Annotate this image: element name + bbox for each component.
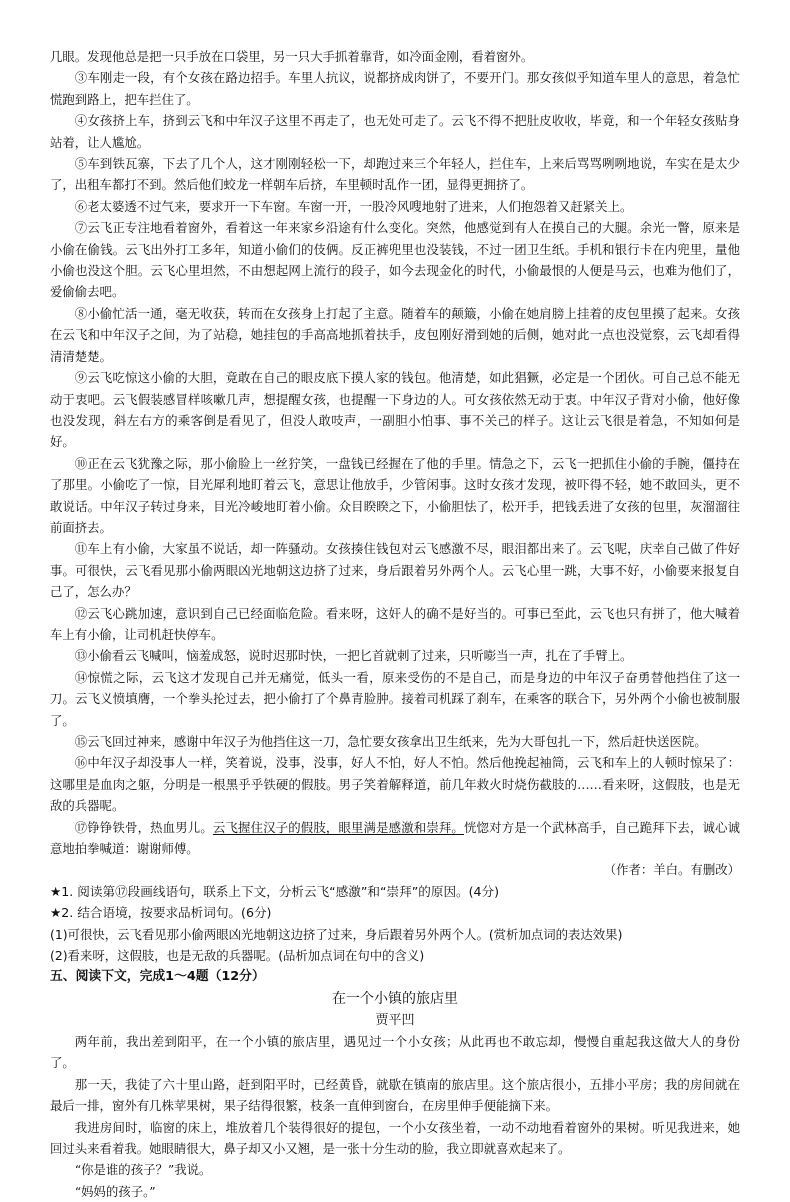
text-run: ⑪车上有小偷，大家虽不说话，却一阵骚动。女孩揍住钱包对云飞感激不尽，眼泪都出来了。云飞呢，庆幸自己做了件好事。可 [50,541,740,578]
story-paragraph-9: ⑨云飞吃惊这小偷的大胆，竟敢在自己的眼皮底下摸人家的钱包。他清楚，如此猖獗，必定是一个团伙。可自己总不能无动于衷吧。云飞假装感冒样咳嗽几声，想提醒女孩，也提醒一下身边的人。可女孩依然无动于衷。中年汉子背对小偷，他好像也没发现，斜左右方的乘客倒是看见了，但没人敢吱声，一副胆小怕事、事不关己的样子。这让云飞很是着急，不知如何是好。 [50,370,740,450]
story-paragraph-17 [50,817,740,860]
question-2-part-2: (2)看来呀，这假肢，也是无敌的兵器呢。(品析加点词在句中的含义) [50,948,425,964]
article-paragraph-1: 两年前，我出差到阳平，在一个小镇的旅店里，遇见过一个小女孩；从此再也不敢忘却，慢慢自重起我这做大人的身份了。 [50,1033,740,1071]
section-five [50,966,740,1202]
story-paragraph-14: ⑭惊慌之际，云飞这才发现自己并无痛觉，低头一看，原来受伤的不是自己，而是身边的中年汉子奋勇替他挡住了这一刀。云飞义愤填膺，一个拳头抡过去，把小偷打了个鼻青脸肿。接着司机踩了刹车，在乘客的联合下，另外两个小偷也被制服了。 [50,669,740,728]
story-paragraph-10: ⑩正在云飞犹豫之际，那小偷脸上一丝狞笑，一盘钱已经握在了他的手里。情急之下，云飞一把抓住小偷的手腕，僵持在了那里。小偷吃了一惊，目光犀利地盯着云飞，意思让他放手，少管闲事。这时女孩才发现，被吓得不轻，她不敢回头，更不敢说话。中年汉子转过身来，目光冷峻地盯着小偷。众目睽睽之下，小偷胆怯了，松开手，把钱丢进了女孩的包里，灰溜溜往前面挤去。 [50,455,740,535]
article-author: 贾平凹 [375,1012,415,1028]
article-title: 在一个小镇的旅店里 [332,990,458,1007]
questions-block [50,881,740,967]
question-1: ★1. 阅读第⑰段画线语句，联系上下文，分析云飞“感激”和“崇拜”的原因。(4分) [50,883,500,899]
story-paragraph-8: ⑧小偷忙活一通，毫无收获，转而在女孩身上打起了主意。随着车的颠簸，小偷在她肩膀上挂着的皮包里摸了起来。女孩在云飞和中年汉子之间，为了站稳，她挂包的手高高地抓着扶手，皮包刚好滑到她的后侧，她对此一点也没觉察，云飞却看得清清楚楚。 [50,305,740,364]
story-paragraph-7: ⑦云飞正专注地看着窗外，看着这一年来家乡沿途有什么变化。突然，他感觉到有人在摸自己的大腿。余光一瞥，原来是小偷在偷钱。云飞出外打工多年，知道小偷们的伎俩。反正裤兜里也没装钱，不过一团卫生纸。手机和银行卡在内兜里，量他小偷也没这个胆。云飞心里坦然，不由想起网上流行的段子，如今去现金化的时代，小偷最恨的人便是马云，也难为他们了，爱偷偷去吧。 [50,220,740,300]
text-run: 假肢，也是无敌的兵器呢。 [50,776,741,814]
story-paragraph-5: ⑤车到铁瓦寨，下去了几个人，这才刚刚轻松一下，却跑过来三个年轻人，拦住车，上来后骂骂咧咧地说，车实在是太少了，出租车都打不到。然后他们蛟龙一样朝车后挤，车里顿时乱作一团，显得更拥挤了。 [50,156,740,193]
story-paragraph-13: ⑬小偷看云飞喊叫，恼羞成怒，说时迟那时快，一把匕首就刺了过来，只听嘭当一声，扎在了手臂上。 [74,648,633,664]
question-2-part-1: (1)可很快，云飞看见那小偷两眼凶光地朝这边挤了过来，身后跟着另外两个人。(赏析加点词的表达效果) [50,926,623,942]
story-paragraph-3: ③车刚走一段，有个女孩在路边招手。车里人抗议，说都挤成肉饼了，不要开门。那女孩似乎知道车里人的意思，着急忙慌跑到路上，把车拦住了。 [50,70,740,107]
section-heading: 五、阅读下文，完成1～4题（12分） [50,969,265,985]
dialogue-line-1: “你是谁的孩子？”我说。 [74,1162,212,1178]
story-body [50,46,740,881]
dotted-word: 很快 [87,562,113,578]
story-author: （作者：羊白。有删改） [603,862,740,878]
story-paragraph-4: ④女孩挤上车，挤到云飞和中年汉子这里不再走了，也无处可走了。云飞不得不把肚皮收收，毕竟，和一个年轻女孩贴身站着，让人尴尬。 [50,113,740,150]
story-paragraph-15: ⑮云飞回过神来，感谢中年汉子为他挡住这一刀，急忙要女孩拿出卫生纸来，先为大哥包扎一下，然后赶快送医院。 [74,734,707,749]
article-paragraph-2: 那一天，我徒了六十里山路，赶到阳平时，已经黄昏，就歇在镇南的旅店里。这个旅店很小，五排小平房；我的房间就在最后一排，窗外有几株苹果树，果子结得很繁，枝条一直伸到窗台，在房里伸手便能摘下来。 [50,1076,740,1114]
story-paragraph-16 [50,752,740,816]
dotted-word: 这 [652,776,665,792]
text-run: ，云飞看见那小偷两眼凶光地朝这边挤了过来，身后跟着另外两个人。云飞心里一跳，大事不好，小偷要来报复自己了，怎么办？ [50,562,741,600]
question-2: ★2. 结合语境，按要求品析词句。(6分) [50,905,272,921]
dialogue-line-2: “妈妈的孩子。” [74,1183,156,1199]
text-run: 恍惚对方是一个武林高手，自己跪拜下去，诚心诚意地拍拳喊道：谢谢师傅。 [50,819,741,857]
story-paragraph-6: ⑥老太婆透不过气来，要求开一下车窗。车窗一开，一股冷风嗖地射了进来，人们抱怨着又赶紧关上。 [74,198,633,214]
article-paragraph-3: 我进房间时，临窗的床上，堆放着几个装得很好的提包，一个小女孩坐着，一动不动地看着窗外的果树。听见我进来，她回过头来看着我。她眼睛很大，鼻子却又小又翘，是一张十分生动的脸，我立即就喜欢起来了。 [50,1119,740,1156]
text-run: ⑯中年汉子却没事人一样，笑着说，没事，没事，好人不怕，好人不怕。然后他挽起袖筒，云飞和车上的人顿时惊呆了：这哪里是血肉之躯，分明是一根黑乎乎铁硬的假肢。男子笑着解释道，前几年救火时烧伤截肢的……看来呀， [50,755,740,792]
text-run: ⑰铮铮铁骨，热血男儿。 [74,819,213,835]
story-paragraph-11 [50,538,740,602]
underlined-sentence: 云飞握住汉子的假肢，眼里满是感激和崇拜。 [212,819,464,835]
story-paragraph: 几眼。发现他总是把一只手放在口袋里，另一只大手抓着靠背，如冷面金刚，看着窗外。 [50,49,534,64]
story-paragraph-12: ⑫云飞心跳加速，意识到自己已经面临危险。看来呀，这奸人的确不是好当的。可事已至此，云飞也只有拼了，他大喊着车上有小偷，让司机赶快停车。 [50,605,740,642]
